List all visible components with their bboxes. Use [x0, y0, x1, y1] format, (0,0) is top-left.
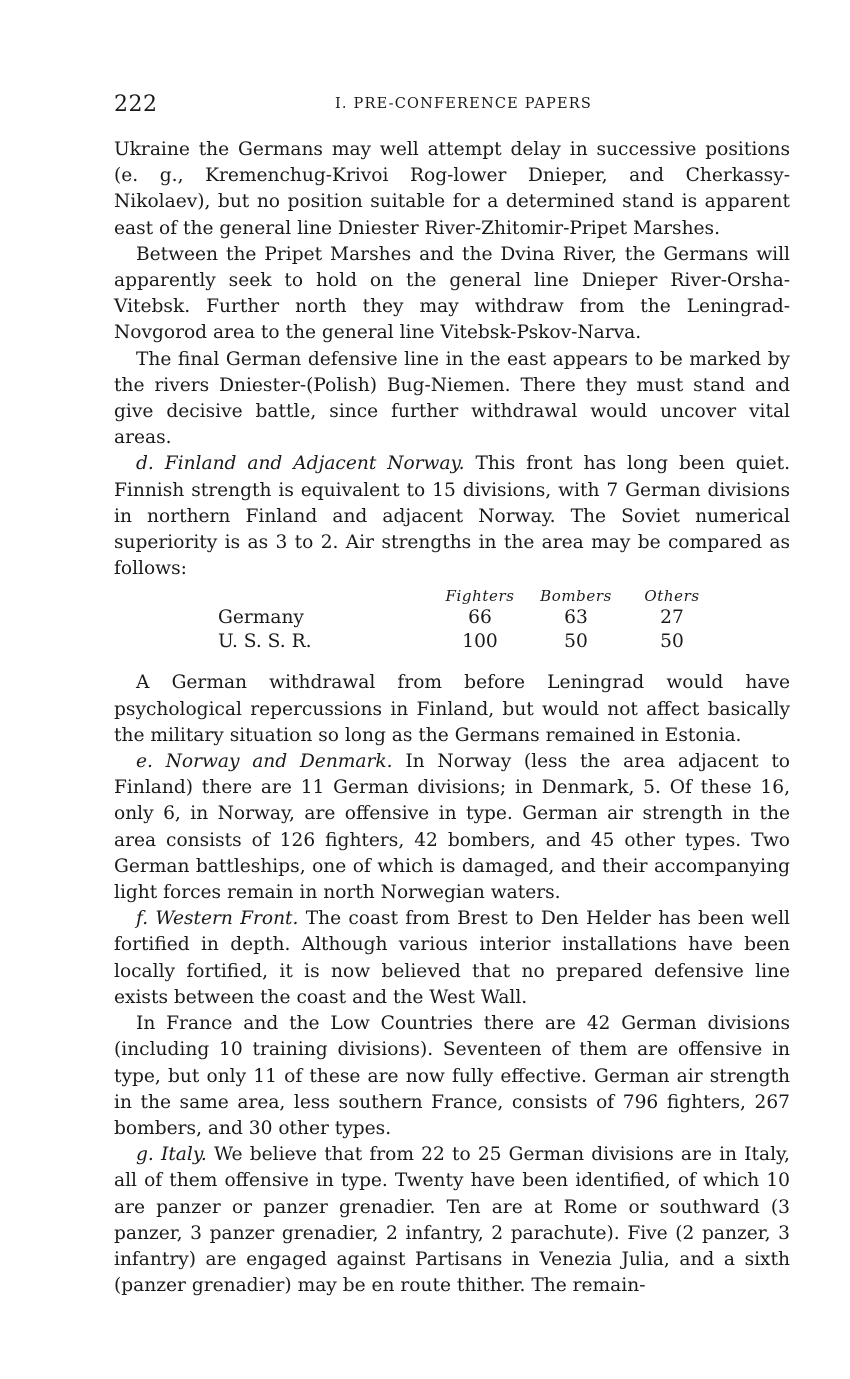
- paragraph-france: In France and the Low Countries there are 42 German divisions (including 10 training divisions). Seventeen of them are offensive in type, but only 11 of these are now fully effective. German air strength in the same area, less southern France, consists of 796 fighters, 267 bombers, and 30 other types.: [114, 1013, 790, 1139]
- section-d-text: This front has long been quiet. Finnish strength is equivalent to 15 divisions, with 7 German divisions in northern Finland and adjacent Norway. The Soviet numerical superiority is as 3 to 2. Air strengths in the area may be compared as follows:: [114, 453, 790, 580]
- section-d-heading: d. Finland and Adjacent Norway.: [136, 453, 465, 475]
- table-cell: 50: [564, 631, 588, 653]
- column-header-bombers: Bombers: [540, 587, 612, 606]
- section-e-norway-denmark: [114, 749, 790, 906]
- spacer: [114, 654, 790, 670]
- section-f-text: The coast from Brest to Den Helder has been well fortified in depth. Although various interior installations have been locally fortified, it is now believed that no prepared defensive line exists between the coast and the West Wall.: [114, 908, 790, 1008]
- section-f-heading: f. Western Front.: [136, 908, 299, 930]
- table-row: [218, 630, 720, 654]
- table-cell: 66: [468, 607, 492, 629]
- section-e-text: In Norway (less the area adjacent to Finland) there are 11 German divisions; in Denmark, 5. Of these 16, only 6, in Norway, are offensive in type. German air strength in the area consists of 126 fighters, 42 bombers, and 45 other types. Two German battleships, one of which is damaged, and their accompanying light forces remain in north Norwegian waters.: [114, 751, 790, 904]
- table-row: [218, 606, 720, 630]
- page-number: 222: [114, 92, 158, 117]
- section-g-text: We believe that from 22 to 25 German divisions are in Italy, all of them offensive in type. Twenty have been identified, of which 10 are panzer or panzer grenadier. Ten are at Rome or southward (3 panzer, 3 panzer grenadier, 2 infantry, 2 parachute). Five (2 panzer, 3 infantry) are engaged against Partisans in Venezia Julia, and a sixth (panzer grenadier) may be en route thither. The remain-: [114, 1144, 790, 1297]
- table-header-row: [218, 582, 720, 606]
- section-g-heading: g. Italy.: [136, 1144, 207, 1166]
- paragraph-leningrad: A German withdrawal from before Leningrad would have psychological repercussions in Finland, but would not affect basically the military situation so long as the Germans remained in Estonia.: [114, 672, 790, 746]
- row-label: U. S. S. R.: [218, 631, 312, 653]
- paragraph-final-line: The final German defensive line in the east appears to be marked by the rivers Dniester-(Polish) Bug-Niemen. There they must stand and give decisive battle, since further withdrawal would uncover vital areas.: [114, 348, 790, 449]
- table-cell: 50: [660, 631, 684, 653]
- column-header-others: Others: [644, 587, 700, 606]
- section-d-finland: [114, 451, 790, 582]
- paragraph-pripet: Between the Pripet Marshes and the Dvina River, the Germans will apparently seek to hold on the general line Dnieper River-Orsha-Vitebsk. Further north they may withdraw from the Leningrad-Novgorod area to the general line Vitebsk-Pskov-Narva.: [114, 243, 790, 344]
- air-strength-table: [218, 582, 720, 654]
- section-g-italy: [114, 1142, 790, 1299]
- page-header: [114, 92, 789, 122]
- paragraph-ukraine: Ukraine the Germans may well attempt delay in successive positions (e. g., Kremenchug-Krivoi Rog-lower Dnieper, and Cherkassy-Nikolaev), but no position suitable for a determined stand is apparent east of the general line Dniester River-Zhitomir-Pripet Marshes.: [114, 139, 790, 239]
- section-e-heading: e. Norway and Denmark.: [136, 751, 393, 773]
- table-cell: 63: [564, 607, 588, 629]
- body-text: [114, 137, 790, 1299]
- table-corner: [218, 582, 432, 606]
- table-cell: 100: [462, 631, 498, 653]
- running-head: I. PRE-CONFERENCE PAPERS: [334, 96, 593, 112]
- column-header-fighters: Fighters: [445, 587, 515, 606]
- row-label: Germany: [218, 607, 304, 629]
- section-f-western-front: [114, 906, 790, 1011]
- table-cell: 27: [660, 607, 684, 629]
